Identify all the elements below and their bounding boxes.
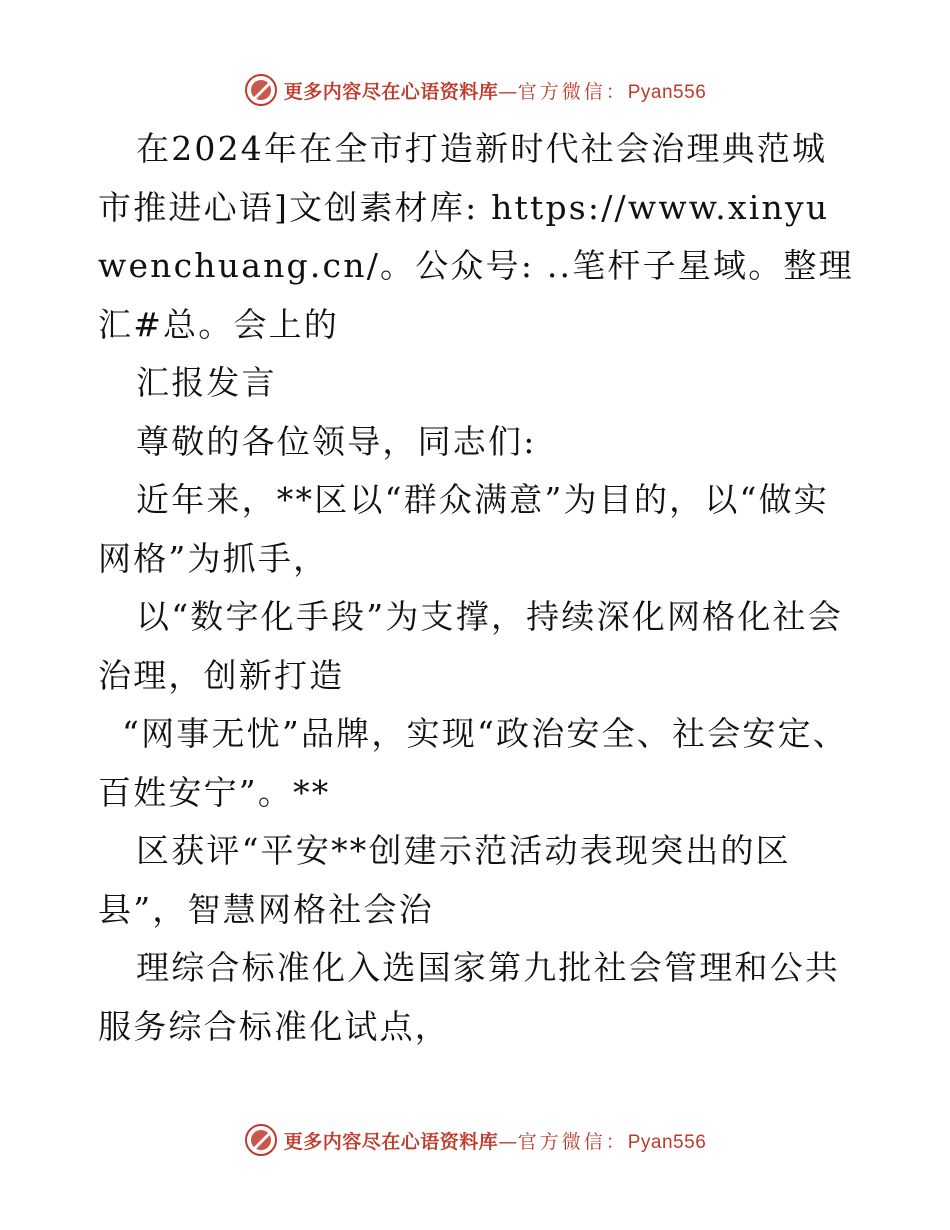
banner-dash: —: [498, 80, 518, 103]
banner-main-text: 更多内容尽在心语资料库: [283, 1130, 499, 1153]
footer-watermark-banner: [0, 1120, 950, 1160]
banner-wechat-label: 官方微信：: [517, 80, 628, 103]
banner-main-text: 更多内容尽在心语资料库: [283, 80, 499, 103]
paragraph-body: 近年来，**区以“群众满意”为目的，以“做实网格”为抓手，: [98, 480, 830, 578]
pen-logo-icon: [244, 1123, 278, 1157]
paragraph-title-line: 在2024年在全市打造新时代社会治理典范城市推进心语]文创素材库: https://www.xinyuwenchuang.cn/。公众号: ..笔杆子星域。整理汇#总。会上的: [98, 129, 854, 344]
paragraph-subtitle: 汇报发言: [136, 363, 277, 402]
banner-wechat-label: 官方微信：: [517, 1130, 628, 1153]
document-body: [98, 120, 858, 1056]
paragraph-body: 理综合标准化入选国家第九批社会管理和公共服务综合标准化试点，: [98, 948, 840, 1046]
paragraph-body: 区获评“平安**创建示范活动表现突出的区县”，智慧网格社会治: [98, 831, 791, 929]
paragraph-salutation: 尊敬的各位领导，同志们:: [136, 421, 537, 461]
paragraph-body: “网事无忧”品牌，实现“政治安全、社会安定、百姓安宁”。**: [98, 714, 849, 812]
pen-logo-icon: [244, 73, 278, 107]
paragraph-body: 以“数字化手段”为支撑，持续深化网格化社会治理，创新打造: [98, 597, 843, 695]
banner-wechat-id: Pyan556: [627, 1131, 707, 1153]
header-watermark-banner: [0, 70, 950, 110]
banner-wechat-id: Pyan556: [627, 81, 707, 103]
banner-dash: —: [498, 1130, 518, 1153]
